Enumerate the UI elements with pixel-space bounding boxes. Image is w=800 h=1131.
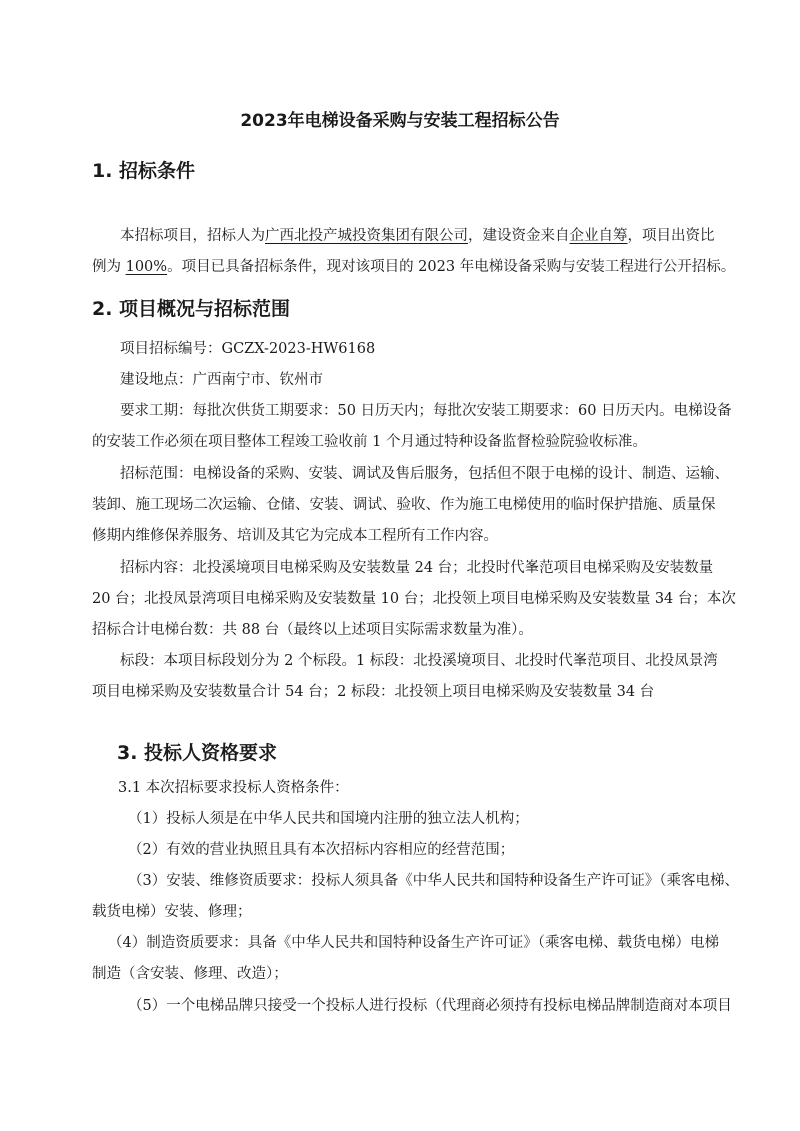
paragraph-line: 载货电梯）安装、修理； [92, 904, 252, 920]
paragraph-line: （5）一个电梯品牌只接受一个投标人进行投标（代理商必须持有投标电梯品牌制造商对本项目 [128, 998, 732, 1014]
paragraph-line: 招标合计电梯台数：共 88 台（最终以上述项目实际需求数量为准）。 [92, 622, 533, 638]
paragraph-line: 项目电梯采购及安装数量合计 54 台；2 标段：北投领上项目电梯采购及安装数量 34 台 [92, 684, 655, 700]
paragraph-line: 的安装工作必须在项目整体工程竣工验收前 1 个月通过特种设备监督检验院验收标准。 [92, 434, 647, 450]
tenderer-name: 广西北投产城投资集团有限公司 [265, 228, 468, 244]
paragraph-line: 本招标项目，招标人为广西北投产城投资集团有限公司，建设资金来自企业自筹，项目出资比 [120, 228, 715, 244]
section-heading-1: 1. 招标条件 [92, 160, 196, 182]
paragraph-line: 20 台；北投凤景湾项目电梯采购及安装数量 10 台；北投领上项目电梯采购及安装数量 34 台；本次 [92, 591, 736, 607]
section-heading-2: 2. 项目概况与招标范围 [92, 298, 291, 320]
paragraph-line: 要求工期：每批次供货工期要求：50 日历天内；每批次安装工期要求：60 日历天内。电梯设备 [120, 403, 732, 419]
paragraph-line: （4）制造资质要求：具备《中华人民共和国特种设备生产许可证》（乘客电梯、载货电梯）电梯 [108, 935, 719, 951]
paragraph-line: 制造（含安装、修理、改造）； [92, 966, 288, 982]
paragraph-line: 修期内维修保养服务、培训及其它为完成本工程所有工作内容。 [92, 528, 498, 544]
paragraph-line: 装卸、施工现场二次运输、仓储、安装、调试、验收、作为施工电梯使用的临时保护措施、质量保 [92, 497, 716, 513]
paragraph-line: （2）有效的营业执照且具有本次招标内容相应的经营范围； [128, 842, 515, 858]
funding-ratio: 100% [125, 259, 168, 275]
paragraph-line: 建设地点：广西南宁市、钦州市 [120, 372, 323, 388]
document-title: 2023年电梯设备采购与安装工程招标公告 [240, 111, 560, 131]
paragraph-line: （3）安装、维修资质要求：投标人须具备《中华人民共和国特种设备生产许可证》（乘客电梯、 [128, 873, 739, 889]
paragraph-line: 例为 100%。项目已具备招标条件，现对该项目的 2023 年电梯设备采购与安装工程进行公开招标。 [92, 259, 736, 275]
paragraph-line: 标段：本项目标段划分为 2 个标段。1 标段：北投溪境项目、北投时代峯范项目、北投凤景湾 [120, 653, 718, 669]
paragraph-line: 3.1 本次招标要求投标人资格条件： [118, 780, 349, 796]
fund-source: 企业自筹 [569, 228, 628, 244]
paragraph-line: 招标范围：电梯设备的采购、安装、调试及售后服务，包括但不限于电梯的设计、制造、运输、 [120, 466, 729, 482]
paragraph-line: （1）投标人须是在中华人民共和国境内注册的独立法人机构； [128, 811, 529, 827]
paragraph-line: 招标内容：北投溪境项目电梯采购及安装数量 24 台；北投时代峯范项目电梯采购及安装数量 [120, 560, 714, 576]
paragraph-line: 项目招标编号：GCZX-2023-HW6168 [120, 341, 376, 357]
section-heading-3: 3. 投标人资格要求 [117, 742, 278, 764]
